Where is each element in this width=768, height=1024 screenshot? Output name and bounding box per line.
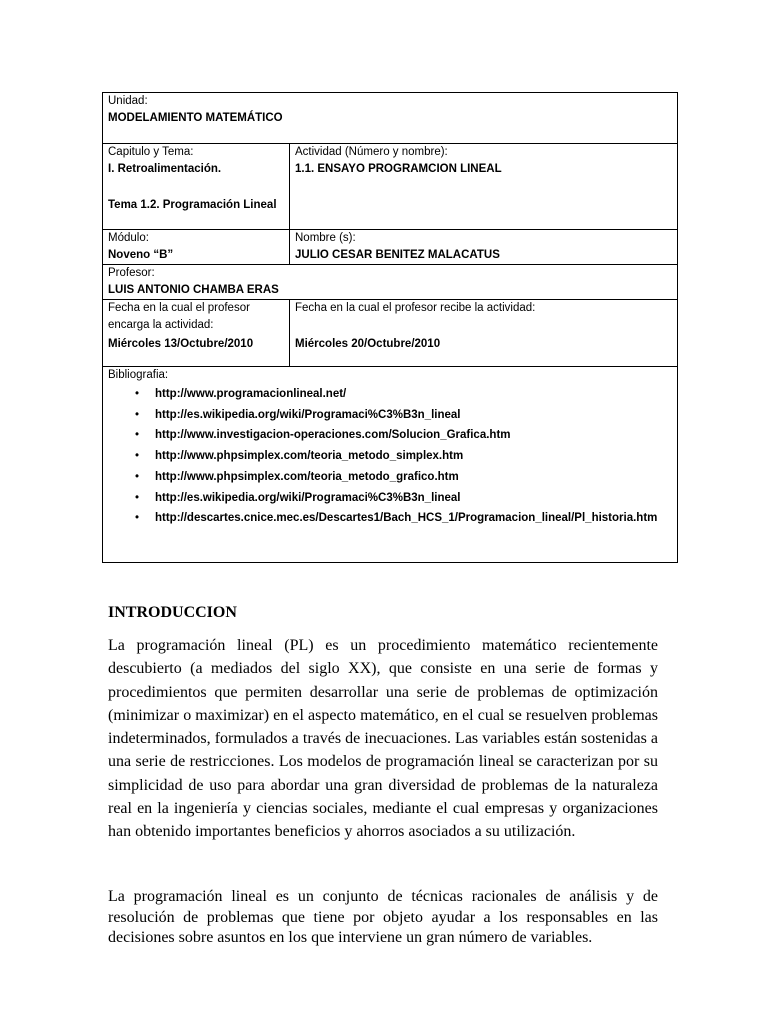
bibliografia-label: Bibliografia: — [108, 369, 169, 381]
bibliografia-link[interactable]: http://www.phpsimplex.com/teoria_metodo_simplex.htm — [155, 450, 464, 463]
modulo-value: Noveno “B” — [108, 249, 174, 261]
bullet-icon: • — [135, 450, 140, 463]
tema-value: Tema 1.2. Programación Lineal — [108, 199, 277, 211]
bibliografia-item[interactable] — [135, 488, 673, 509]
bibliografia-item[interactable] — [135, 446, 673, 467]
unidad-label: Unidad: — [108, 95, 148, 107]
bibliografia-cell — [103, 367, 678, 563]
bullet-icon: • — [135, 470, 140, 483]
bibliografia-list — [108, 384, 673, 529]
unidad-value: MODELAMIENTO MATEMÁTICO — [108, 112, 283, 124]
section-title: INTRODUCCION — [108, 604, 237, 621]
bibliografia-link[interactable]: http://es.wikipedia.org/wiki/Programaci%C3%B3n_lineal — [155, 408, 461, 421]
fechas-row — [103, 300, 678, 367]
bullet-icon: • — [135, 388, 140, 400]
capitulo-row — [103, 144, 678, 230]
nombre-cell — [290, 230, 678, 265]
bibliografia-item[interactable] — [135, 384, 673, 405]
intro-paragraph-2: La programación lineal es un conjunto de técnicas racionales de análisis y de resolución de problemas que tiene por objeto ayudar a los responsables en las decisiones sobre asuntos en los que interviene un gran número de variables. — [108, 888, 658, 946]
nombre-value: JULIO CESAR BENITEZ MALACATUS — [295, 249, 500, 261]
bullet-icon: • — [135, 512, 140, 525]
unidad-row — [103, 93, 678, 144]
profesor-row — [103, 265, 678, 300]
fecha-recibe-label: Fecha en la cual el profesor recibe la actividad: — [295, 302, 536, 314]
unidad-cell — [103, 93, 678, 144]
bullet-icon: • — [135, 491, 140, 504]
bibliografia-item[interactable] — [135, 425, 673, 446]
bibliografia-link[interactable]: http://www.investigacion-operaciones.com/Solucion_Grafica.htm — [155, 429, 511, 442]
bullet-icon: • — [135, 429, 140, 442]
fecha-encarga-cell — [103, 300, 290, 367]
intro-paragraph-1: La programación lineal (PL) es un procedimiento matemático recientemente descubierto (a mediados del siglo XX), que consiste en una serie de formas y procedimientos que permiten desarrollar una serie de problemas de optimización (minimizar o maximizar) en el aspecto matemático, en el cual se resuelven problemas indeterminados, formulados a través de inecuaciones. Las variables están sostenidas a una serie de restricciones. Los modelos de programación lineal se caracterizan por su simplicidad de uso para abordar una gran diversidad de problemas de la naturaleza real en la ingeniería y ciencias sociales, mediante el cual empresas y organizaciones han obtenido importantes beneficios y ahorros asociados a su utilización. — [108, 637, 658, 841]
bibliografia-link[interactable]: http://www.phpsimplex.com/teoria_metodo_grafico.htm — [155, 470, 459, 483]
bibliografia-link[interactable]: http://www.programacionlineal.net/ — [155, 388, 347, 400]
bibliografia-item[interactable] — [135, 508, 673, 529]
modulo-label: Módulo: — [108, 232, 149, 244]
actividad-label: Actividad (Número y nombre): — [295, 146, 448, 158]
modulo-row — [103, 230, 678, 265]
bibliografia-link[interactable]: http://es.wikipedia.org/wiki/Programaci%C3%B3n_lineal — [155, 491, 461, 504]
activity-info-table — [102, 92, 678, 563]
modulo-cell — [103, 230, 290, 265]
bullet-icon: • — [135, 408, 140, 421]
bibliografia-link[interactable]: http://descartes.cnice.mec.es/Descartes1/Bach_HCS_1/Programacion_lineal/Pl_historia.htm — [155, 512, 658, 525]
profesor-cell — [103, 265, 678, 300]
fecha-recibe-cell — [290, 300, 678, 367]
profesor-label: Profesor: — [108, 267, 155, 279]
actividad-cell — [290, 144, 678, 230]
profesor-value: LUIS ANTONIO CHAMBA ERAS — [108, 284, 279, 296]
capitulo-label: Capitulo y Tema: — [108, 146, 194, 158]
bibliografia-item[interactable] — [135, 405, 673, 426]
actividad-value: 1.1. ENSAYO PROGRAMCION LINEAL — [295, 163, 502, 175]
fecha-recibe-value: Miércoles 20/Octubre/2010 — [295, 338, 441, 350]
nombre-label: Nombre (s): — [295, 232, 356, 244]
bibliografia-item[interactable] — [135, 467, 673, 488]
bibliografia-row — [103, 367, 678, 563]
capitulo-value: I. Retroalimentación. — [108, 163, 222, 175]
fecha-encarga-label: Fecha en la cual el profesor encarga la actividad: — [108, 302, 250, 331]
capitulo-cell — [103, 144, 290, 230]
fecha-encarga-value: Miércoles 13/Octubre/2010 — [108, 338, 254, 350]
